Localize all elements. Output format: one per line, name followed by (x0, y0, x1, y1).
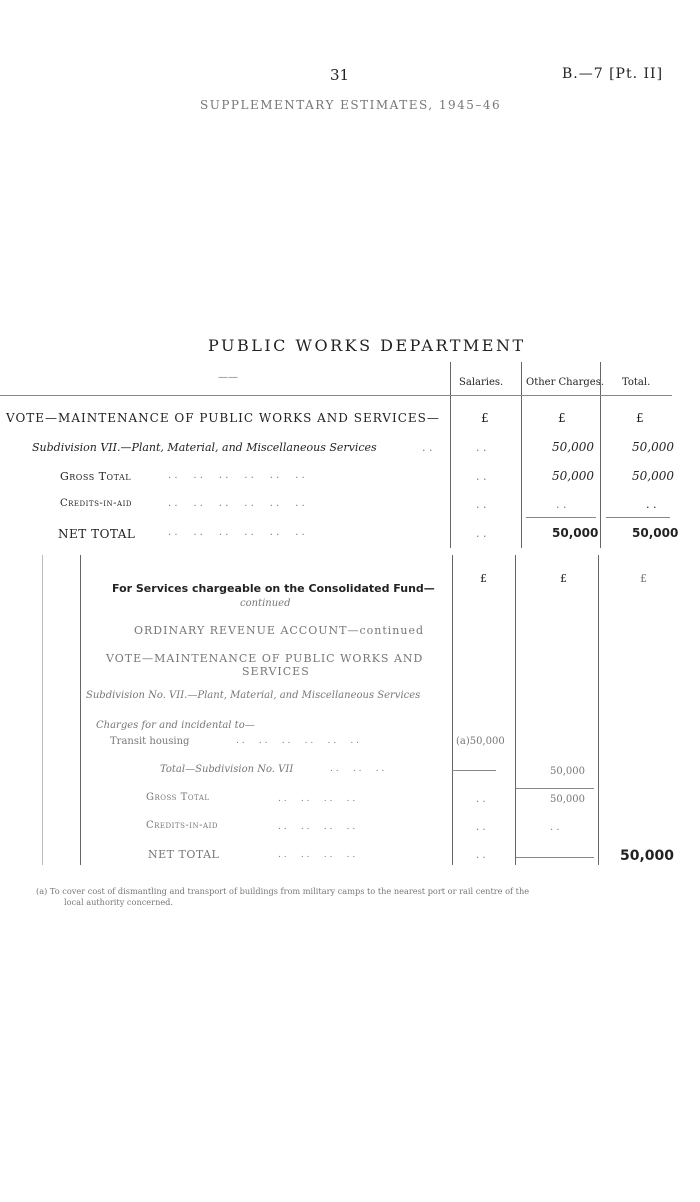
total-subdivision-label: Total—Subdivision No. VII (160, 764, 294, 775)
column-rule (600, 362, 601, 548)
net-total-value: 50,000 (620, 848, 675, 864)
sum-rule (606, 517, 670, 518)
column-header-salaries: Salaries. (459, 377, 504, 388)
gross-total-salaries: . . (476, 794, 486, 805)
transit-housing-label: Transit housing (110, 736, 190, 747)
row-salaries: . . (476, 441, 487, 454)
credits-dots: . . . . . . . . (278, 822, 356, 832)
consolidated-fund-heading: For Services chargeable on the Consolidated Fund— (112, 582, 435, 595)
row-dots: . . . . . . . . . . . . (168, 527, 305, 538)
row-total: 50,000 (632, 526, 679, 540)
column-header-blank: —— (218, 372, 238, 383)
credits-value: . . (550, 822, 560, 833)
gross-total-dots: . . . . . . . . (278, 794, 356, 804)
gross-total-label: Gross Total (146, 792, 210, 803)
row-salaries: . . (476, 527, 487, 540)
net-total-dots: . . . . . . . . (278, 850, 356, 860)
row-dots: . . . . . . . . . . . . (168, 470, 305, 481)
row-label: Credits-in-aid (60, 498, 132, 509)
sum-rule (516, 857, 594, 858)
row-salaries: . . (476, 498, 487, 511)
row-label: Gross Total (60, 470, 132, 483)
currency-salaries: £ (480, 572, 487, 585)
vote-heading-line1: VOTE—MAINTENANCE OF PUBLIC WORKS AND (106, 652, 424, 665)
row-other: 50,000 (552, 440, 594, 454)
footnote-line2: local authority concerned. (64, 897, 174, 907)
net-total-salaries: . . (476, 850, 486, 861)
row-other: 50,000 (552, 469, 594, 483)
credits-label: Credits-in-aid (146, 820, 218, 831)
row-total: 50,000 (632, 469, 674, 483)
page-number: 31 (330, 66, 350, 84)
gross-total-value: 50,000 (550, 794, 585, 805)
total-subdivision-dots: . . . . . . (330, 764, 385, 774)
row-total: . . (646, 498, 657, 511)
sum-rule (452, 770, 496, 771)
sum-rule (526, 517, 596, 518)
margin-rule (42, 555, 43, 865)
subdivision-heading: Subdivision No. VII.—Plant, Material, and Miscellaneous Services (86, 690, 421, 701)
column-rule (450, 362, 451, 548)
row-other: . . (556, 498, 567, 511)
row-dots: . . . . . . . . . . . . (168, 498, 305, 509)
row-other: 50,000 (552, 526, 599, 540)
continued-note: continued (240, 598, 291, 609)
margin-rule (80, 555, 81, 865)
header-rule (0, 395, 672, 396)
footnote-line1: (a) To cover cost of dismantling and transport of buildings from military camps to the nearest port or rail centre of the (36, 886, 530, 896)
column-header-total: Total. (622, 377, 651, 388)
column-rule (521, 362, 522, 548)
row-salaries: . . (476, 470, 487, 483)
column-header-other-charges: Other Charges. (526, 377, 604, 388)
net-total-label: NET TOTAL (148, 848, 220, 861)
row-dots: . . (422, 441, 433, 454)
currency-other: £ (560, 572, 567, 585)
column-rule (452, 555, 453, 865)
vote-heading-line2: SERVICES (242, 665, 310, 678)
column-rule (515, 555, 516, 865)
document-reference: B.—7 [Pt. II] (562, 66, 664, 82)
charges-dots: . . . . . . . . . . . . (236, 736, 360, 746)
currency-total: £ (640, 572, 647, 585)
row-total: 50,000 (632, 440, 674, 454)
currency-salaries: £ (481, 411, 489, 425)
page-title: SUPPLEMENTARY ESTIMATES, 1945–46 (200, 98, 502, 112)
currency-other: £ (558, 411, 566, 425)
transit-housing-value: (a)50,000 (456, 736, 505, 747)
total-subdivision-value: 50,000 (550, 766, 585, 777)
account-heading: ORDINARY REVENUE ACCOUNT—continued (134, 624, 424, 637)
column-rule (598, 555, 599, 865)
department-title: PUBLIC WORKS DEPARTMENT (208, 336, 526, 355)
credits-salaries: . . (476, 822, 486, 833)
row-label: Subdivision VII.—Plant, Material, and Miscellaneous Services (32, 441, 377, 454)
row-label: NET TOTAL (58, 527, 136, 541)
currency-total: £ (636, 411, 644, 425)
sum-rule (516, 788, 594, 789)
vote-title: VOTE—MAINTENANCE OF PUBLIC WORKS AND SERVICES— (6, 411, 440, 425)
charges-label: Charges for and incidental to— (96, 720, 255, 731)
